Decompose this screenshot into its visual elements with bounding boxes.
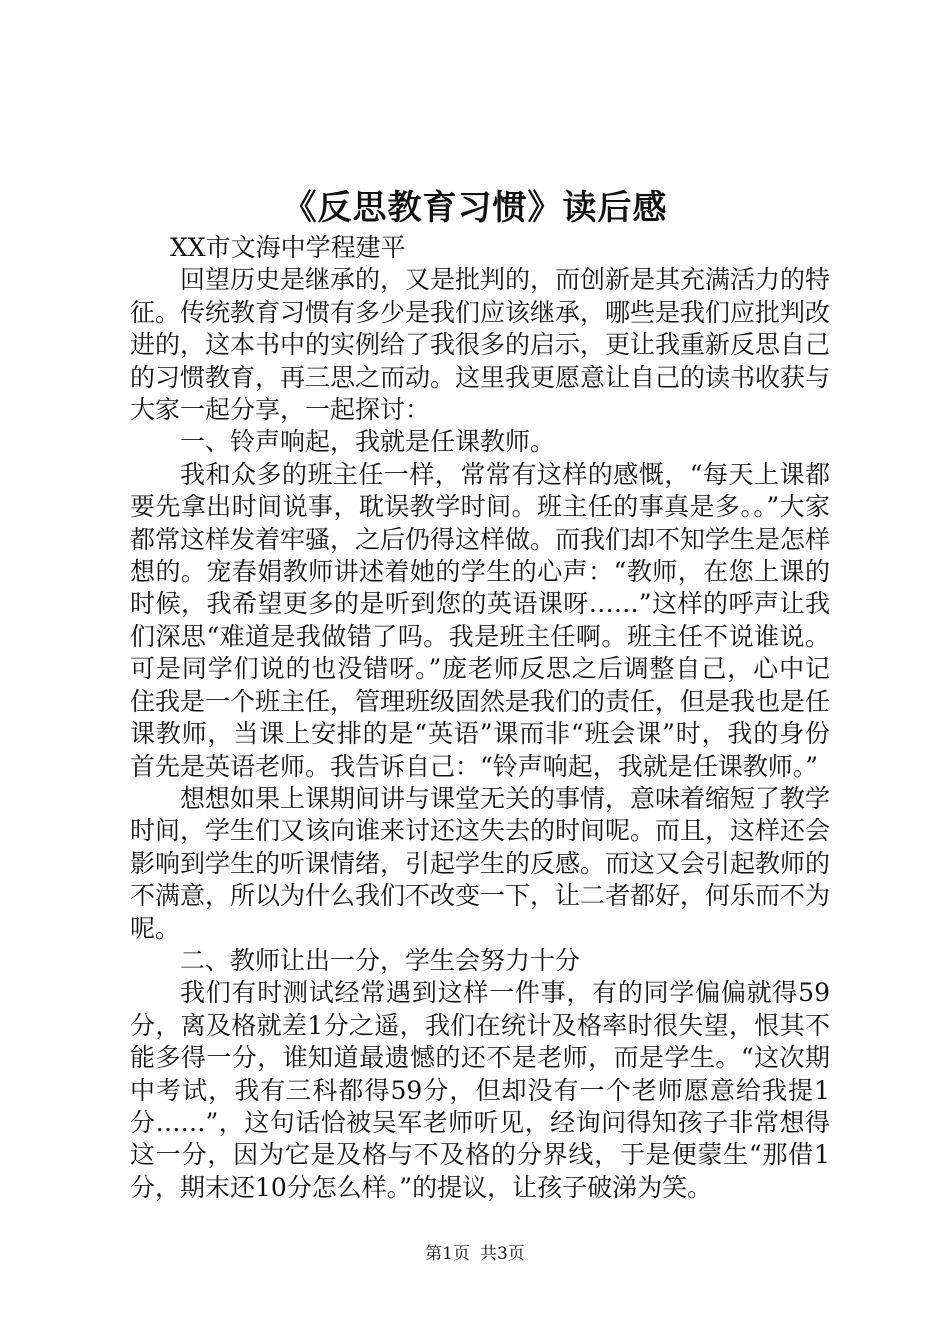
document-title: 《反思教育习惯》读后感 (282, 188, 668, 228)
section-heading-1: 一、铃声响起，我就是任课教师。 (180, 427, 556, 457)
page-footer (0, 1242, 950, 1266)
page-total: 共3页 (480, 1244, 525, 1264)
paragraph-section-1-a: 我和众多的班主任一样，常常有这样的感慨，“每天上课都要先拿出时间说事，耽误教学时间。班主任的事真是多。。”大家都常这样发着牢骚，之后仍得这样做。而我们却不知学生是怎样想的。宠春娟教师讲述着她的学生的心声：“教师，在您上课的时候，我希望更多的是听到您的英语课呀……”这样的呼声让我们深思“难道是我做错了吗。我是班主任啊。班主任不说谁说。可是同学们说的也没错呀。”庞老师反思之后调整自己，心中记住我是一个班主任，管理班级固然是我们的责任，但是我也是任课教师，当课上安排的是“英语”课而非“班会课”时，我的身份首先是英语老师。我告诉自己：“铃声响起，我就是任课教师。” (130, 459, 831, 781)
page-number: 第1页 (425, 1244, 470, 1264)
section-heading-2: 二、教师让出一分，学生会努力十分 (180, 945, 581, 975)
paragraph-intro: 回望历史是继承的，又是批判的，而创新是其充满活力的特征。传统教育习惯有多少是我们应该继承，哪些是我们应批判改进的，这本书中的实例给了我很多的启示，更让我重新反思自己的习惯教育，再三思之而动。这里我更愿意让自己的读书收获与大家一起分享，一起探讨： (130, 265, 831, 425)
author-line: XX市文海中学程建平 (170, 233, 406, 262)
paragraph-section-1-b: 想想如果上课期间讲与课堂无关的事情，意味着缩短了教学时间，学生们又该向谁来讨还这失去的时间呢。而且，这样还会影响到学生的听课情绪，引起学生的反感。而这又会引起教师的不满意，所以为什么我们不改变一下，让二者都好，何乐而不为呢。 (130, 783, 831, 943)
document-body (130, 232, 830, 1204)
paragraph-section-2-a: 我们有时测试经常遇到这样一件事，有的同学偏偏就得59分，离及格就差1分之遥，我们在统计及格率时很失望，恨其不能多得一分，谁知道最遗憾的还不是老师，而是学生。“这次期中考试，我有三科都得59分，但却没有一个老师愿意给我提1分……”，这句话恰被吴军老师听见，经询问得知孩子非常想得这一分，因为它是及格与不及格的分界线，于是便蒙生“那借1分，期末还10分怎么样。”的提议，让孩子破涕为笑。 (130, 978, 830, 1202)
